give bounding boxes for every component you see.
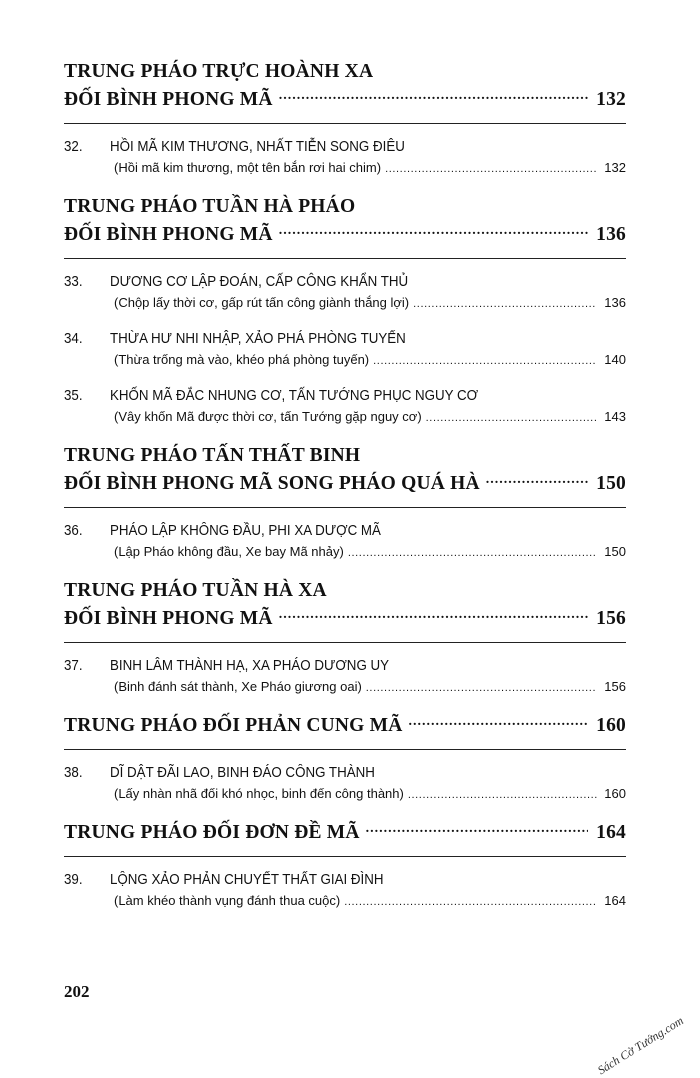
section-title [64, 819, 626, 847]
divider [64, 258, 626, 259]
dot-leader [409, 708, 588, 736]
section-title-line2: TRUNG PHÁO ĐỐI PHẢN CUNG MÃ [64, 715, 403, 736]
section-page: 160 [596, 715, 626, 736]
dot-leader [279, 217, 588, 245]
entry-title: DƯƠNG CƠ LẬP ĐOÁN, CẤP CÔNG KHẨN THỦ [110, 274, 409, 290]
section-title-line1: TRUNG PHÁO TẤN THẤT BINH [64, 445, 361, 466]
toc-entry [64, 136, 626, 179]
dot-leader [344, 892, 597, 912]
entry-title: PHÁO LẬP KHÔNG ĐẦU, PHI XA DƯỢC MÃ [110, 523, 381, 539]
entry-page: 160 [604, 786, 626, 801]
dot-leader [486, 466, 588, 494]
entry-page: 140 [604, 352, 626, 367]
section-page: 136 [596, 224, 626, 245]
section-title-line1: TRUNG PHÁO TUẦN HÀ PHÁO [64, 196, 356, 217]
entry-subtitle: (Lấy nhàn nhã đối khó nhọc, binh đến công thành) [114, 786, 404, 801]
entry-subtitle: (Thừa trống mà vào, khéo phá phòng tuyến) [114, 352, 370, 367]
table-of-contents [64, 58, 626, 926]
section-page: 156 [596, 608, 626, 629]
section-title-line2: ĐỐI BÌNH PHONG MÃ [64, 89, 273, 110]
divider [64, 123, 626, 124]
entry-page: 150 [604, 544, 626, 559]
toc-section [64, 712, 626, 805]
toc-section [64, 58, 626, 179]
section-title [64, 577, 626, 633]
toc-section [64, 193, 626, 428]
toc-section [64, 819, 626, 912]
section-title [64, 442, 626, 498]
section-title-line2: ĐỐI BÌNH PHONG MÃ [64, 608, 273, 629]
dot-leader [366, 815, 588, 843]
section-title-line2: ĐỐI BÌNH PHONG MÃ [64, 224, 273, 245]
entry-number: 34. [64, 331, 83, 347]
dot-leader [366, 678, 597, 698]
entry-subtitle: (Binh đánh sát thành, Xe Pháo giương oai) [114, 679, 362, 694]
entry-subtitle: (Chộp lấy thời cơ, gấp rút tấn công giành thắng lợi) [114, 295, 410, 310]
entry-title: KHỐN MÃ ĐẮC NHUNG CƠ, TẤN TƯỚNG PHỤC NGUY CƠ [110, 388, 479, 404]
entry-subtitle: (Vây khốn Mã được thời cơ, tấn Tướng gặp nguy cơ) [114, 409, 422, 424]
entry-page: 156 [604, 679, 626, 694]
entry-number: 36. [64, 523, 83, 539]
watermark: Sách Cờ Tướng.com [594, 1013, 686, 1078]
entry-title: DĨ DẬT ĐÃI LAO, BINH ĐÁO CÔNG THÀNH [110, 765, 375, 781]
toc-entry [64, 385, 626, 428]
section-title [64, 712, 626, 740]
dot-leader [408, 785, 597, 805]
dot-leader [373, 351, 597, 371]
entry-number: 38. [64, 765, 83, 781]
toc-entry [64, 869, 626, 912]
toc-entry [64, 655, 626, 698]
toc-entry [64, 271, 626, 314]
entry-subtitle: (Lập Pháo không đầu, Xe bay Mã nhảy) [114, 544, 344, 559]
entry-number: 37. [64, 658, 83, 674]
entry-page: 136 [604, 295, 626, 310]
section-title-line1: TRUNG PHÁO TRỰC HOÀNH XA [64, 61, 374, 82]
entry-subtitle: (Làm khéo thành vụng đánh thua cuộc) [114, 893, 341, 908]
entry-subtitle: (Hồi mã kim thương, một tên bắn rơi hai chim) [114, 160, 382, 175]
toc-entry [64, 762, 626, 805]
divider [64, 507, 626, 508]
toc-section [64, 442, 626, 563]
section-title [64, 58, 626, 114]
entry-number: 32. [64, 139, 83, 155]
page-number: 202 [64, 982, 90, 1001]
divider [64, 642, 626, 643]
section-page: 132 [596, 89, 626, 110]
entry-page: 143 [604, 409, 626, 424]
entry-title: BINH LÂM THÀNH HẠ, XA PHÁO DƯƠNG UY [110, 658, 390, 674]
divider [64, 749, 626, 750]
dot-leader [385, 159, 597, 179]
section-page: 164 [596, 822, 626, 843]
toc-entry [64, 328, 626, 371]
entry-title: THỪA HƯ NHI NHẬP, XẢO PHÁ PHÒNG TUYẾN [110, 331, 406, 347]
entry-number: 33. [64, 274, 83, 290]
entry-page: 132 [604, 160, 626, 175]
dot-leader [279, 82, 588, 110]
toc-section [64, 577, 626, 698]
entry-number: 39. [64, 872, 83, 888]
divider [64, 856, 626, 857]
dot-leader [413, 294, 597, 314]
dot-leader [348, 543, 597, 563]
toc-entry [64, 520, 626, 563]
section-page: 150 [596, 473, 626, 494]
entry-title: LỘNG XẢO PHẢN CHUYẾT THẤT GIAI ĐÌNH [110, 872, 384, 888]
section-title-line2: TRUNG PHÁO ĐỐI ĐƠN ĐỀ MÃ [64, 822, 360, 843]
dot-leader [426, 408, 597, 428]
entry-number: 35. [64, 388, 83, 404]
section-title [64, 193, 626, 249]
dot-leader [279, 601, 588, 629]
section-title-line2: ĐỐI BÌNH PHONG MÃ SONG PHÁO QUÁ HÀ [64, 473, 480, 494]
entry-title: HỒI MÃ KIM THƯƠNG, NHẤT TIỄN SONG ĐIÊU [110, 139, 405, 155]
section-title-line1: TRUNG PHÁO TUẦN HÀ XA [64, 580, 327, 601]
entry-page: 164 [604, 893, 626, 908]
